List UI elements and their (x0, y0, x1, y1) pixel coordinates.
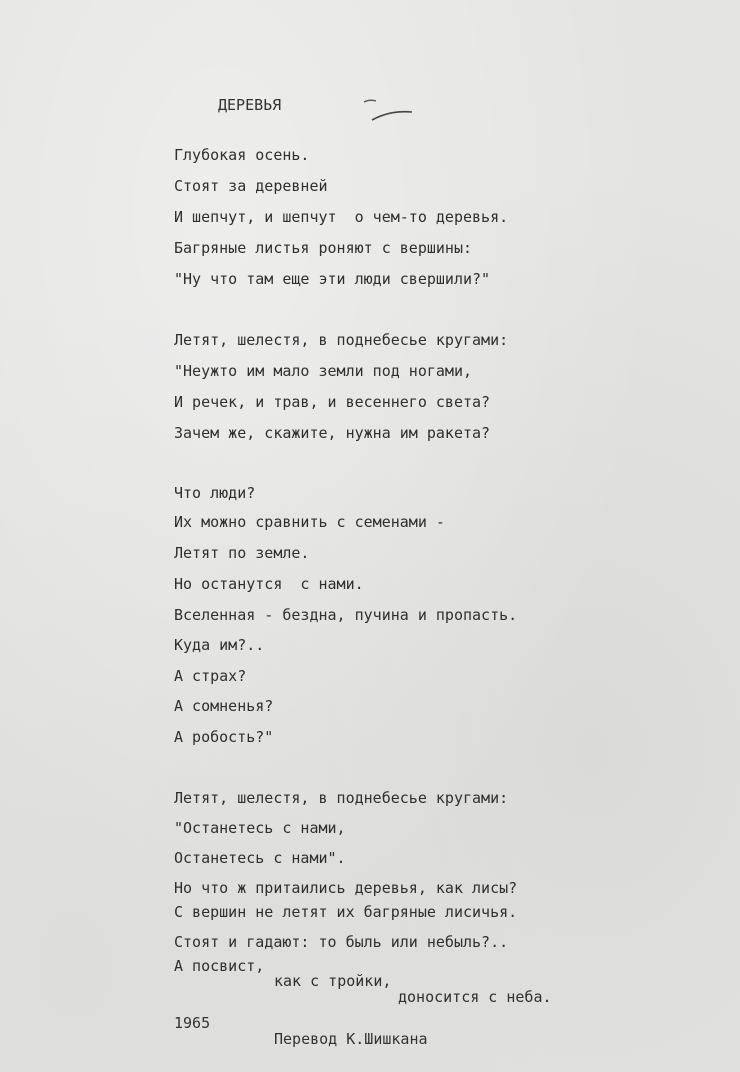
poem-line: "Ну что там еще эти люди свершили?" (174, 270, 491, 288)
poem-line: Куда им?.. (174, 636, 265, 654)
poem-line: Багряные листья роняют с вершины: (174, 239, 473, 257)
poem-line: Стоят и гадают: то быль или небыль?.. (174, 933, 509, 951)
poem-line: С вершин не летят их багряные лисичья. (174, 903, 518, 921)
poem-title: ДЕРЕВЬЯ (218, 96, 282, 114)
poem-line: Останетесь с нами". (174, 849, 346, 867)
poem-line: Вселенная - бездна, пучина и пропасть. (174, 606, 518, 624)
poem-line: Их можно сравнить с семенами - (174, 513, 445, 531)
pen-stroke-mark (362, 96, 422, 126)
poem-line: Летят по земле. (174, 544, 310, 562)
poem-line: И речек, и трав, и весеннего света? (174, 393, 491, 411)
poem-line: Летят, шелестя, в поднебесье кругами: (174, 789, 509, 807)
poem-line: как с тройки, (274, 972, 392, 990)
poem-line: "Неужто им мало земли под ногами, (174, 362, 473, 380)
poem-line: Летят, шелестя, в поднебесье кругами: (174, 331, 509, 349)
poem-line: Стоят за деревней (174, 177, 328, 195)
poem-line: доносится с неба. (398, 988, 552, 1006)
poem-line: А страх? (174, 667, 247, 685)
poem-line: А посвист, (174, 957, 265, 975)
poem-line: Но останутся с нами. (174, 575, 364, 593)
poem-line: Но что ж притаились деревья, как лисы? (174, 879, 518, 897)
poem-line: А робость?" (174, 728, 274, 746)
translator-credit: Перевод К.Шишкана (274, 1030, 428, 1048)
poem-line: И шепчут, и шепчут о чем-то деревья. (174, 208, 509, 226)
poem-line: "Останетесь с нами, (174, 819, 346, 837)
poem-line: Зачем же, скажите, нужна им ракета? (174, 424, 491, 442)
poem-year: 1965 (174, 1014, 211, 1032)
poem-line: Что люди? (174, 484, 256, 502)
poem-line: А сомненья? (174, 697, 274, 715)
poem-line: Глубокая осень. (174, 146, 310, 164)
